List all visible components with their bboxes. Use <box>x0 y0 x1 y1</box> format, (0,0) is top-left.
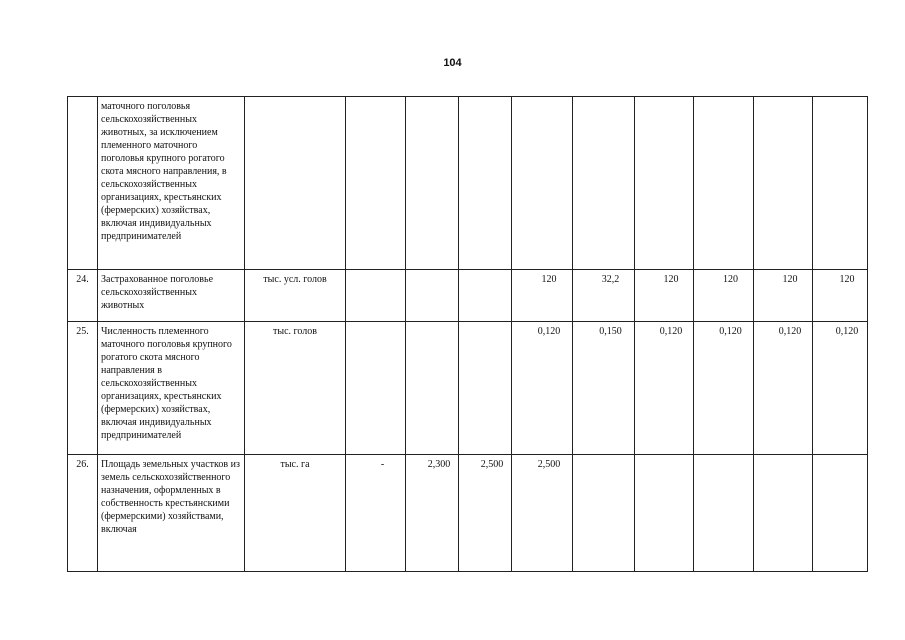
value-cell <box>573 322 635 455</box>
table-row <box>68 322 868 455</box>
value-cell <box>406 455 459 572</box>
value-cell <box>459 455 512 572</box>
value-cell <box>346 455 406 572</box>
value-cell <box>813 97 868 270</box>
unit-of-measure: тыс. усл. голов <box>245 270 346 322</box>
value-text: 120 <box>723 274 738 285</box>
value-text: - <box>380 459 385 470</box>
indicator-name: Площадь земельных участков из земель сельскохозяйственного назначения, оформленных в собственность крестьянскими (фермерскими) хозяйствами, включая <box>98 455 245 572</box>
value-text: 0,150 <box>599 326 622 337</box>
row-number: 26. <box>68 455 98 572</box>
value-cell <box>512 322 573 455</box>
value-cell <box>635 455 694 572</box>
value-cell <box>573 270 635 322</box>
value-cell <box>459 322 512 455</box>
value-text: 2,300 <box>427 459 451 470</box>
value-text: 0,120 <box>719 326 742 337</box>
unit-of-measure: тыс. голов <box>245 322 346 455</box>
value-text: 120 <box>839 274 855 285</box>
value-cell <box>346 322 406 455</box>
value-cell <box>406 97 459 270</box>
table-row <box>68 97 868 270</box>
value-cell <box>512 270 573 322</box>
row-number: 25. <box>68 322 98 455</box>
value-cell <box>512 455 573 572</box>
unit-of-measure: тыс. га <box>245 455 346 572</box>
value-cell <box>635 97 694 270</box>
value-text: 2,500 <box>537 459 561 470</box>
value-text: 120 <box>663 274 679 285</box>
value-text: 0,120 <box>778 326 802 337</box>
value-text: 32,2 <box>601 274 620 285</box>
value-text: 0,120 <box>835 326 859 337</box>
table-row <box>68 455 868 572</box>
indicator-name: Численность племенного маточного поголовья крупного рогатого скота мясного направления в сельскохозяйственных организациях, крестьянских (фермерских) хозяйствах, включая индивидуальных предпринимателей <box>98 322 245 455</box>
page-number: 104 <box>443 57 462 69</box>
value-cell <box>512 97 573 270</box>
value-text: 2,500 <box>480 459 504 470</box>
table-row <box>68 270 868 322</box>
value-cell <box>346 270 406 322</box>
value-text: 0,120 <box>659 326 683 337</box>
indicator-name: маточного поголовья сельскохозяйственных животных, за исключением племенного маточного поголовья крупного рогатого скота мясного направления, в сельскохозяйственных организациях, крестьянских (фермерских) хозяйствах, включая индивидуальных предпринимателей <box>98 97 245 270</box>
unit-of-measure <box>245 97 346 270</box>
value-cell <box>694 322 754 455</box>
value-cell <box>346 97 406 270</box>
value-text: 120 <box>782 274 798 285</box>
value-cell <box>573 455 635 572</box>
value-cell <box>635 270 694 322</box>
value-cell <box>573 97 635 270</box>
value-cell <box>813 270 868 322</box>
value-cell <box>754 322 813 455</box>
value-cell <box>813 455 868 572</box>
value-cell <box>694 97 754 270</box>
indicators-table <box>67 96 868 572</box>
value-text: 120 <box>541 274 557 285</box>
value-cell <box>459 97 512 270</box>
value-cell <box>754 455 813 572</box>
value-cell <box>406 270 459 322</box>
row-number: 24. <box>68 270 98 322</box>
indicator-name: Застрахованное поголовье сельскохозяйственных животных <box>98 270 245 322</box>
value-text: 0,120 <box>537 326 561 337</box>
value-cell <box>754 97 813 270</box>
value-cell <box>406 322 459 455</box>
value-cell <box>635 322 694 455</box>
row-number <box>68 97 98 270</box>
value-cell <box>813 322 868 455</box>
value-cell <box>459 270 512 322</box>
value-cell <box>694 455 754 572</box>
value-cell <box>754 270 813 322</box>
value-cell <box>694 270 754 322</box>
